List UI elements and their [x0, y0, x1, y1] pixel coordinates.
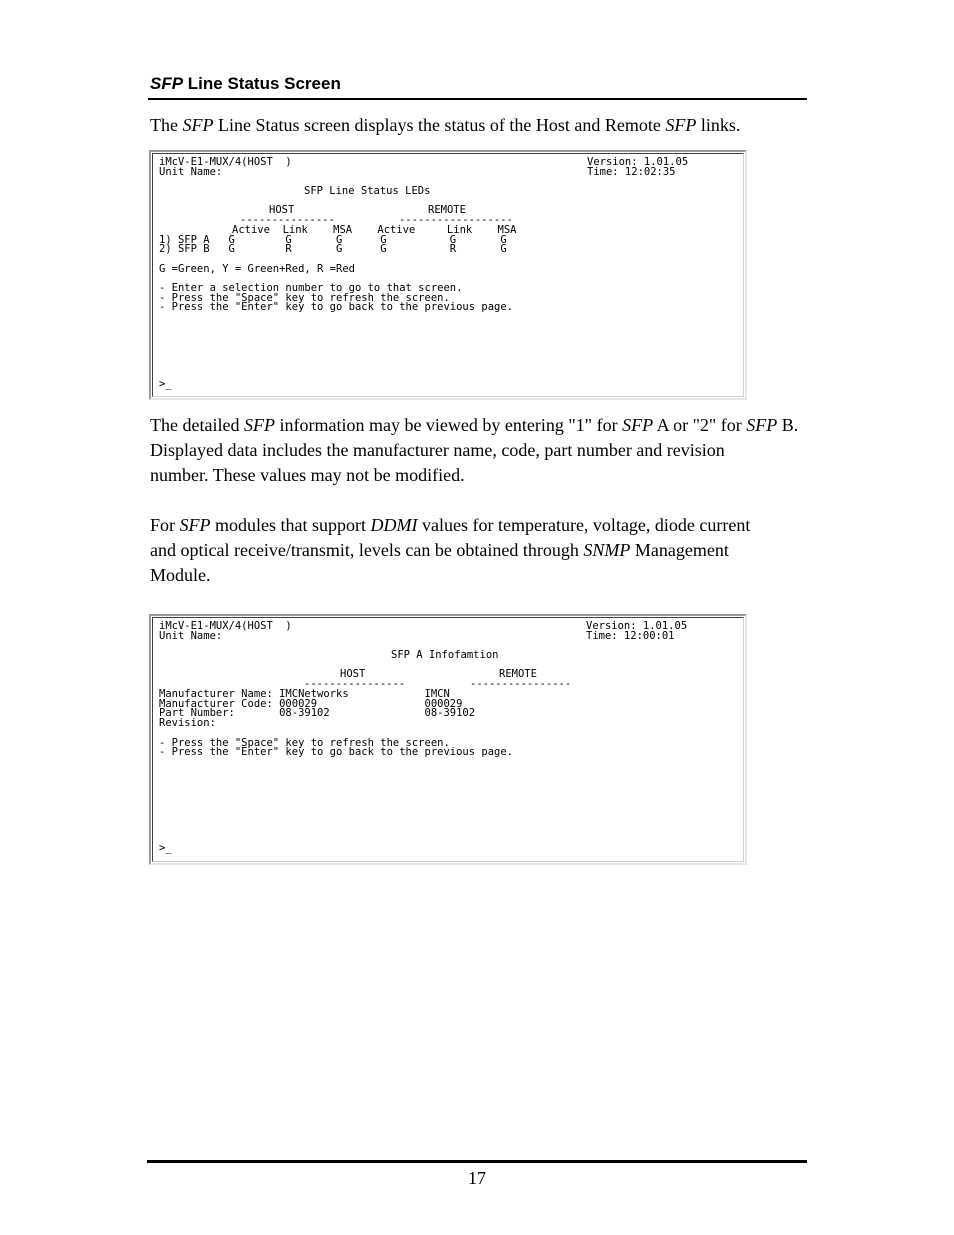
text-em: SFP [182, 115, 214, 135]
text: The detailed [150, 415, 244, 435]
help-line: - Enter a selection number to go to that screen. [159, 282, 463, 294]
unit-model: iMcV-E1-MUX/4(HOST ) [159, 156, 292, 168]
footer-rule [147, 1160, 807, 1163]
remote-rule: ---------------- [470, 678, 572, 690]
sfp-b-row: 2) SFP B G R G G R G [159, 243, 507, 255]
heading-rule [148, 98, 807, 100]
text-em: DDMI [370, 515, 418, 535]
remote-header: REMOTE [499, 668, 537, 680]
text: A or "2" for [653, 415, 747, 435]
remote-header: REMOTE [428, 204, 466, 216]
screen-title: SFP Line Status LEDs [304, 185, 431, 197]
help-line: - Press the "Space" key to refresh the screen. [159, 737, 450, 749]
sfp-info-screenshot [149, 614, 747, 865]
text: Management [630, 540, 729, 560]
host-rule: --------------- [240, 214, 335, 226]
part-number-row: Part Number: 08-39102 08-39102 [159, 707, 476, 719]
text: values for temperature, voltage, diode current [417, 515, 751, 535]
heading-sfp: SFP [150, 74, 184, 93]
text-em: SFP [179, 515, 211, 535]
host-rule: ---------------- [304, 678, 406, 690]
text: Module. [150, 565, 211, 585]
text: B. [777, 415, 799, 435]
host-header: HOST [269, 204, 295, 216]
text: and optical receive/transmit, levels can be obtained through [150, 540, 584, 560]
remote-rule: ------------------ [399, 214, 513, 226]
text-em: SFP [622, 415, 654, 435]
text-em: SFP [243, 415, 275, 435]
text: modules that support [210, 515, 371, 535]
manufacturer-code-row: Manufacturer Code: 000029 000029 [159, 698, 463, 710]
command-prompt: >_ [159, 378, 172, 390]
heading-rest: Line Status Screen [183, 74, 341, 93]
help-line: - Press the "Enter" key to go back to the previous page. [159, 301, 514, 313]
time-text: Time: 12:02:35 [587, 166, 676, 178]
screen-title: SFP A Infofamtion [391, 649, 499, 661]
help-line: - Press the "Space" key to refresh the screen. [159, 292, 450, 304]
text-em: SFP [665, 115, 697, 135]
command-prompt: >_ [159, 842, 172, 854]
text: For [150, 515, 180, 535]
version-text: Version: 1.01.05 [587, 156, 689, 168]
sfp-line-status-screenshot [149, 150, 747, 400]
unit-model: iMcV-E1-MUX/4(HOST ) [159, 620, 292, 632]
text: links. [696, 115, 741, 135]
text: number. These values may not be modified. [150, 465, 465, 485]
ddmi-paragraph [150, 513, 810, 588]
text-em: SFP [746, 415, 778, 435]
help-line: - Press the "Enter" key to go back to the previous page. [159, 746, 514, 758]
section-heading [150, 74, 341, 94]
time-text: Time: 12:00:01 [586, 630, 675, 642]
text: information may be viewed by entering "1" for [274, 415, 623, 435]
manufacturer-name-row: Manufacturer Name: IMCNetworks IMCN [159, 688, 450, 700]
color-legend: G =Green, Y = Green+Red, R =Red [159, 263, 355, 275]
text: Displayed data includes the manufacturer name, code, part number and revision [150, 440, 725, 460]
intro-paragraph [150, 113, 810, 138]
column-headers: Active Link MSA Active Link MSA [232, 224, 517, 236]
unit-name-label: Unit Name: [159, 630, 223, 642]
version-text: Version: 1.01.05 [586, 620, 688, 632]
detail-paragraph [150, 413, 810, 488]
revision-row: Revision: [159, 717, 216, 729]
sfp-a-row: 1) SFP A G G G G G G [159, 234, 507, 246]
terminal-frame [152, 153, 744, 397]
unit-name-label: Unit Name: [159, 166, 223, 178]
terminal-frame [152, 617, 744, 862]
host-header: HOST [340, 668, 366, 680]
text-em: SNMP [583, 540, 631, 560]
text: Line Status screen displays the status of the Host and Remote [213, 115, 666, 135]
page-number: 17 [468, 1168, 486, 1188]
text: The [150, 115, 183, 135]
